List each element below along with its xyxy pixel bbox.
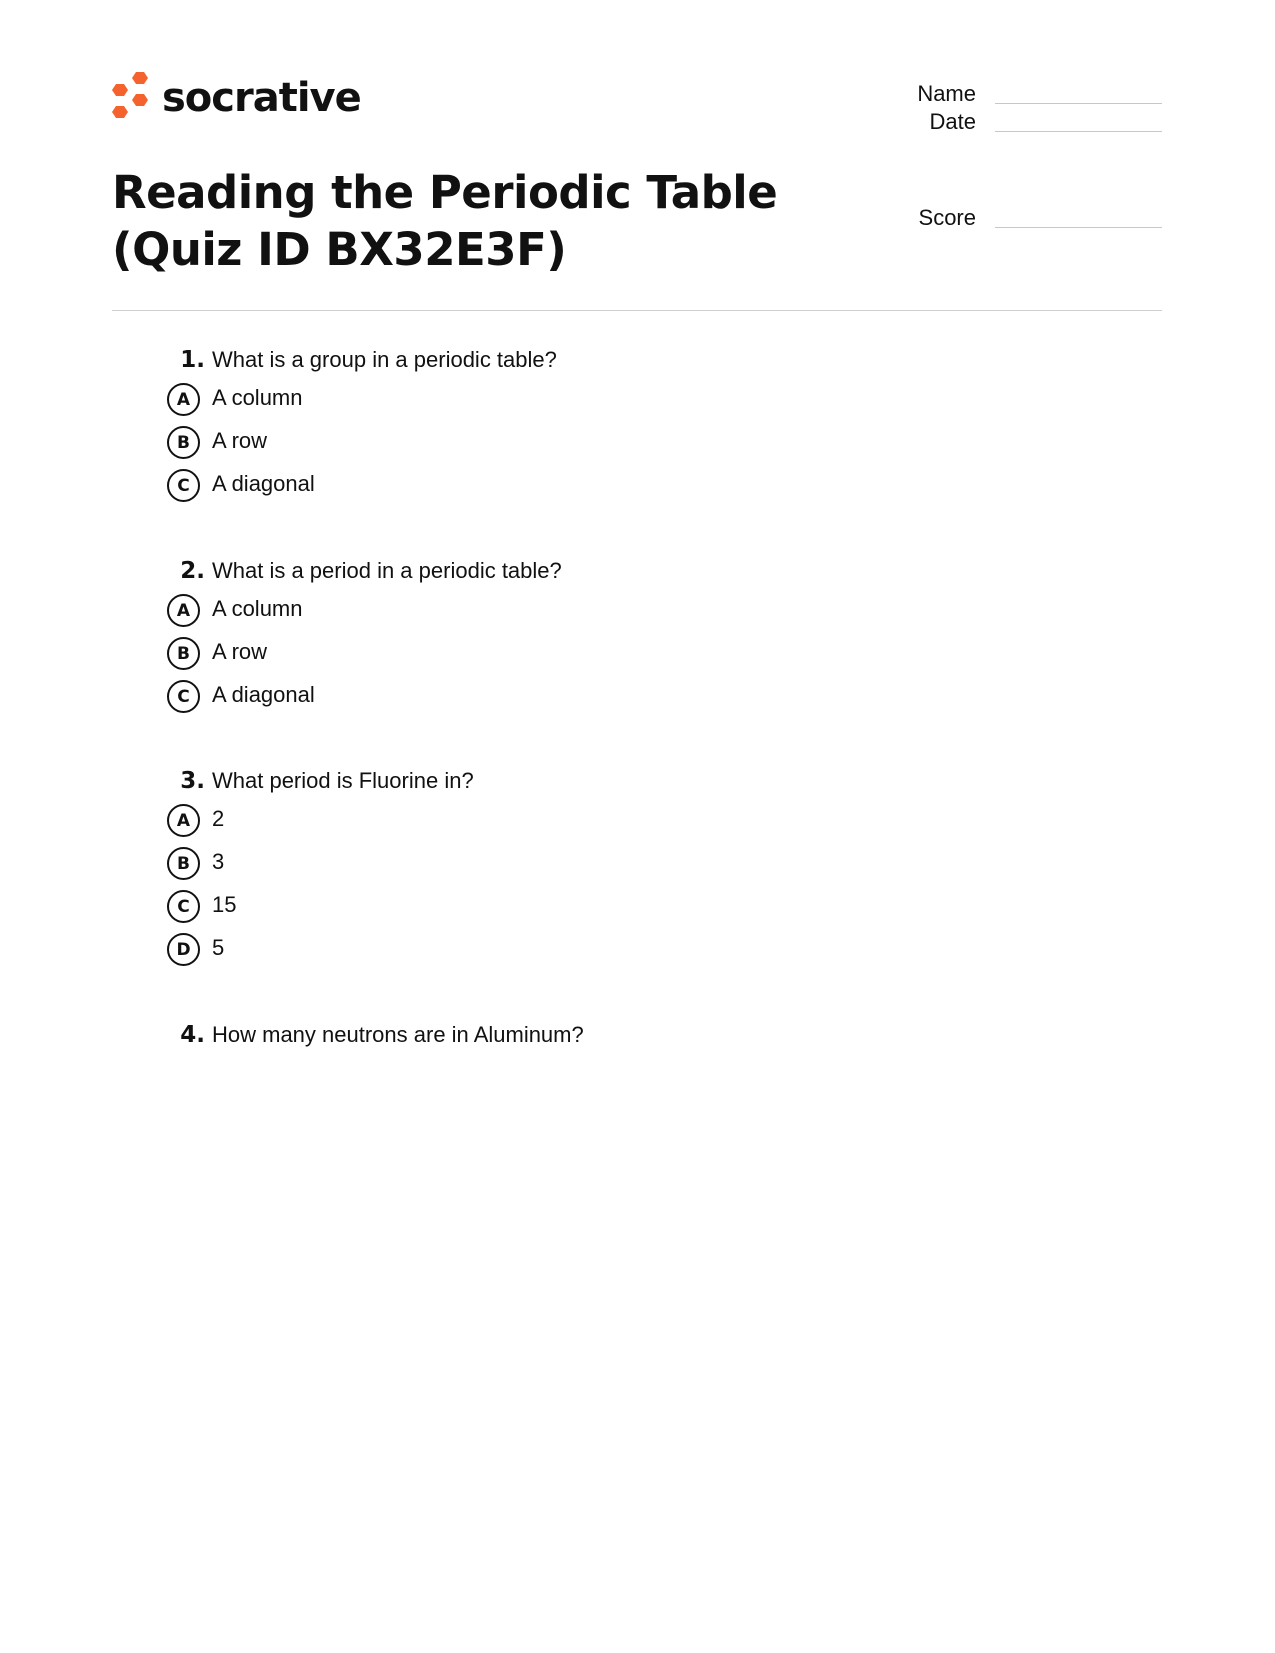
question-text: How many neutrons are in Aluminum? [212,1022,584,1047]
option-letter-circle[interactable]: D [167,933,200,966]
option-c[interactable] [160,675,1060,718]
question-number: 1. [180,347,205,373]
date-input-line[interactable] [995,131,1162,132]
hexagon-cluster-icon [112,72,152,122]
option-b[interactable] [160,421,1060,464]
option-text: 5 [212,935,225,960]
question-text: What is a period in a periodic table? [212,558,562,583]
option-text: 15 [212,892,237,917]
socrative-logo [112,72,361,124]
name-field[interactable] [880,79,1162,109]
question-text: What is a group in a periodic table? [212,347,557,372]
option-letter-circle[interactable]: C [167,890,200,923]
question-number: 3. [180,768,205,794]
option-letter-circle[interactable]: B [167,847,200,880]
option-a[interactable] [160,799,1060,842]
score-field[interactable] [880,203,1162,233]
name-label: Name [917,81,976,106]
quiz-title: Reading the Periodic Table (Quiz ID BX32E3F) [112,166,778,276]
option-b[interactable] [160,842,1060,885]
question-1 [160,342,1060,507]
option-d[interactable] [160,928,1060,971]
option-letter-circle[interactable]: A [167,594,200,627]
score-input-line[interactable] [995,227,1162,228]
option-text: A column [212,385,303,410]
option-letter-circle[interactable]: A [167,383,200,416]
question-2 [160,553,1060,718]
option-text: A row [212,639,268,664]
question-text: What period is Fluorine in? [212,768,474,793]
option-text: 2 [212,806,225,831]
option-letter-circle[interactable]: C [167,680,200,713]
question-4 [160,1017,1060,1053]
score-label: Score [918,205,976,230]
option-letter-circle[interactable]: B [167,426,200,459]
question-3 [160,763,1060,971]
option-a[interactable] [160,378,1060,421]
option-text: A row [212,428,268,453]
option-text: 3 [212,849,225,874]
option-text: A diagonal [212,682,315,707]
name-input-line[interactable] [995,103,1162,104]
option-c[interactable] [160,885,1060,928]
option-text: A column [212,596,303,621]
option-letter-circle[interactable]: B [167,637,200,670]
date-label: Date [929,109,976,134]
option-letter-circle[interactable]: C [167,469,200,502]
header-divider [112,310,1162,311]
option-letter-circle[interactable]: A [167,804,200,837]
option-a[interactable] [160,589,1060,632]
date-field[interactable] [880,107,1162,137]
brand-name: socrative [162,75,361,121]
option-b[interactable] [160,632,1060,675]
question-number: 4. [180,1022,205,1048]
option-c[interactable] [160,464,1060,507]
option-text: A diagonal [212,471,315,496]
question-number: 2. [180,558,205,584]
